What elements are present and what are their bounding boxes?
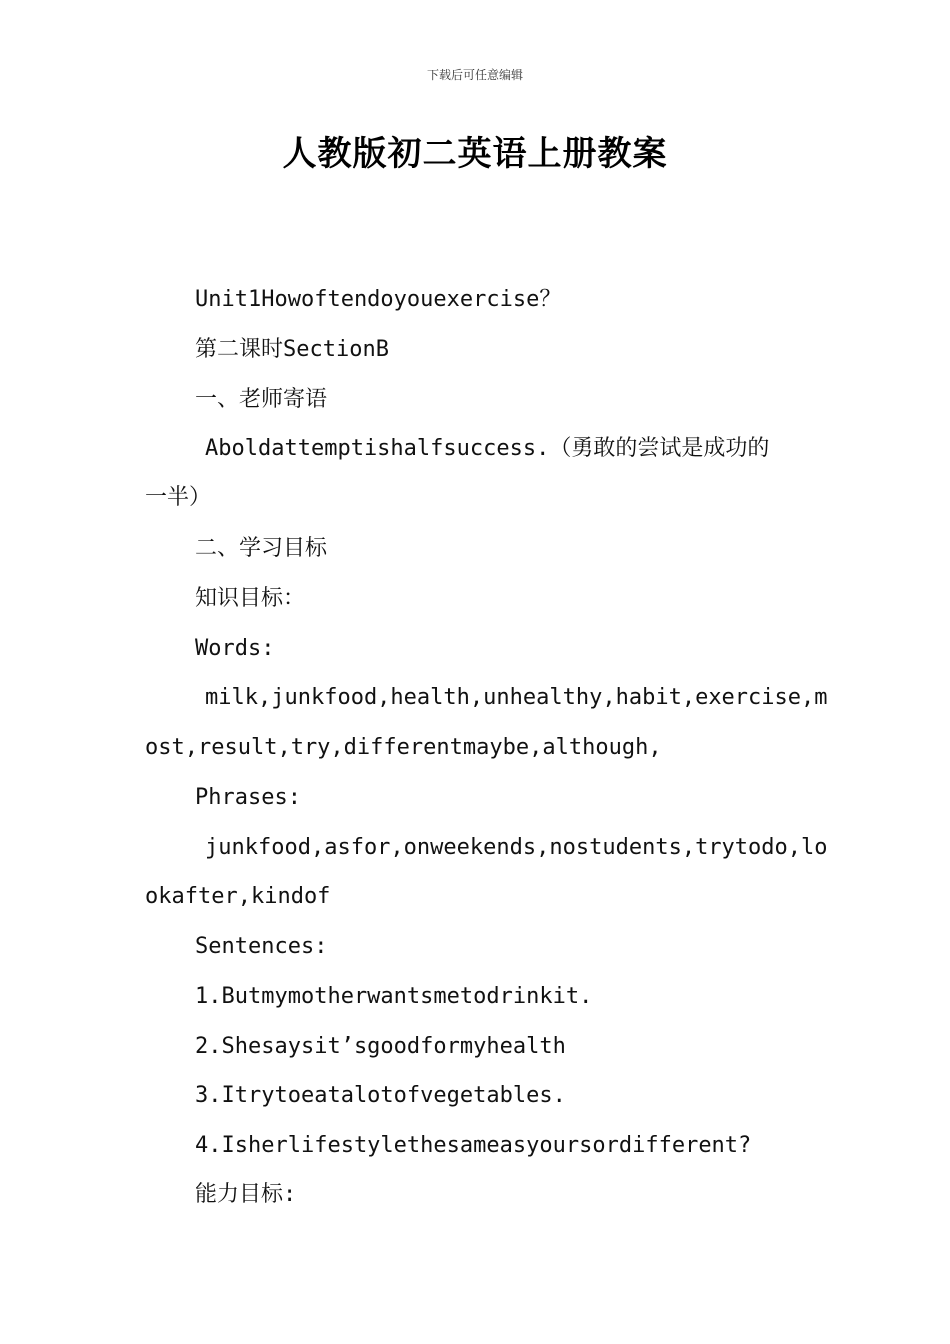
document-title: 人教版初二英语上册教案 — [282, 134, 668, 174]
unit-heading: Unit1Howoftendoyouexercise？ — [195, 287, 562, 312]
sentence-item: 4.Isherlifestylethesameasyoursordifferent? — [195, 1133, 752, 1158]
page-header-note: 下载后可任意编辑 — [426, 68, 523, 82]
words-list: milk,junkfood,health,unhealthy,habit,exercise,m — [205, 685, 828, 710]
phrases-list: junkfood,asfor,onweekends,nostudents,trytodo,lo — [205, 835, 828, 860]
knowledge-goals-label: 知识目标： — [195, 586, 306, 611]
words-label: Words: — [195, 636, 275, 661]
sentence-item: 2.Shesaysit’sgoodformyhealth — [195, 1034, 566, 1059]
ability-goals-label: 能力目标: — [195, 1182, 297, 1207]
phrases-list-continued: okafter,kindof — [145, 884, 331, 909]
phrases-label: Phrases: — [195, 785, 301, 810]
sentences-label: Sentences: — [195, 934, 328, 959]
section-heading-learning-goals: 二、学习目标 — [195, 536, 328, 561]
section-heading-teacher-message: 一、老师寄语 — [195, 387, 328, 412]
sentence-item: 1.Butmymotherwantsmetodrinkit. — [195, 984, 593, 1009]
sentence-item: 3.Itrytoeatalotofvegetables. — [195, 1083, 566, 1108]
teacher-message-text: Aboldattemptishalfsuccess.（勇敢的尝试是成功的 — [205, 436, 770, 461]
words-list-continued: ost,result,try,differentmaybe,although, — [145, 735, 662, 760]
teacher-message-text-continued: 一半） — [145, 485, 212, 510]
lesson-heading: 第二课时SectionB — [195, 337, 389, 362]
